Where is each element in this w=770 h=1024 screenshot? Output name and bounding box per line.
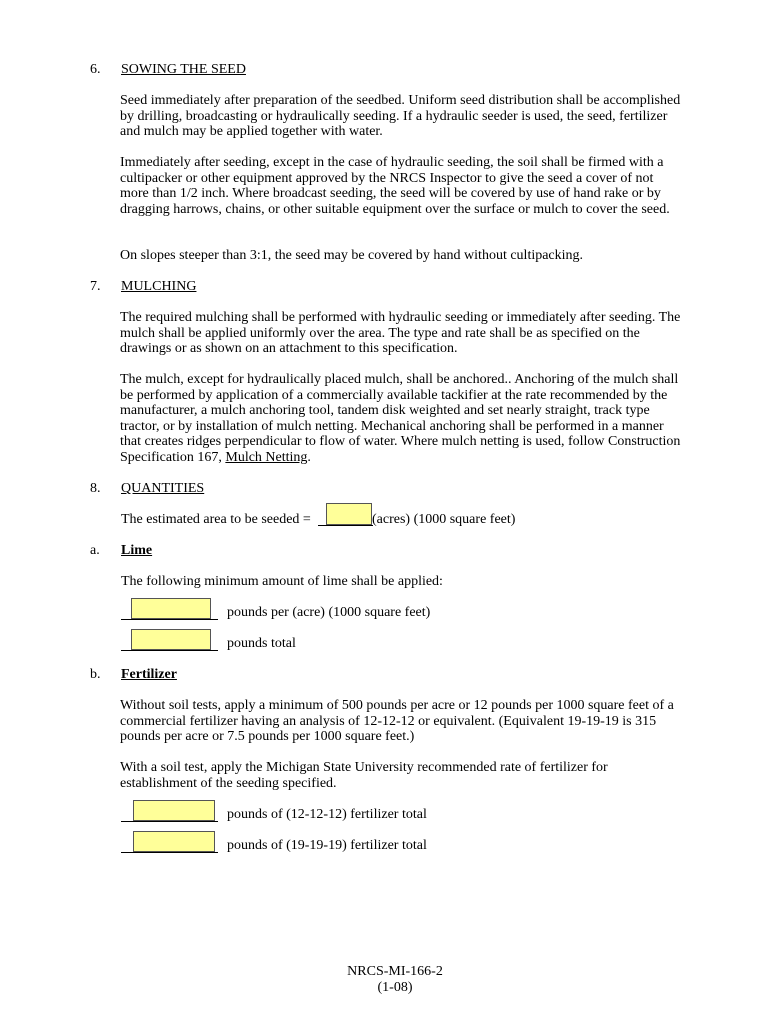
fertilizer-12-underline bbox=[121, 821, 218, 822]
section-6-number: 6. bbox=[90, 62, 101, 77]
footer-document-code: NRCS-MI-166-2 bbox=[347, 964, 443, 979]
section-8-heading: QUANTITIES bbox=[121, 481, 205, 496]
fertilizer-paragraph-2: With a soil test, apply the Michigan State University recommended rate of fertilizer for establishment of the seeding specified. bbox=[120, 760, 608, 791]
fertilizer-19-underline bbox=[121, 852, 218, 853]
fertilizer-paragraph-1: Without soil tests, apply a minimum of 500 pounds per acre or 12 pounds per 1000 square feet of a commercial fertilizer having an analysis of 12-12-12 or equivalent. (Equivalent 19-19-19 is 315 pounds per acre or 7.5 pounds per 1000 square feet.) bbox=[120, 698, 674, 744]
section-7-paragraph-2-text: The mulch, except for hydraulically placed mulch, shall be anchored.. Anchoring of the mulch shall be performed by application of a commercially available tackifier at the rate recommended by the manufacturer, a mulch anchoring tool, tandem disk weighted and set nearly straight, track type tractor, or by installation of mulch netting. Mechanical anchoring shall be performed in a manner that creates ridges perpendicular to flow of water. Where mulch netting is used, follow Construction Specification 167, bbox=[120, 372, 681, 465]
fertilizer-12-12-12-label: pounds of (12-12-12) fertilizer total bbox=[227, 807, 427, 822]
section-7-paragraph-2 bbox=[120, 372, 685, 465]
section-6-paragraph-1: Seed immediately after preparation of the seedbed. Uniform seed distribution shall be accomplished by drilling, broadcasting or hydraulically seeding. If a hydraulic seeder is used, the seed, fertilizer and mulch may be applied together with water. bbox=[120, 93, 681, 139]
area-underline bbox=[318, 525, 373, 526]
section-a-number: a. bbox=[90, 543, 100, 558]
lime-rate-underline bbox=[121, 619, 218, 620]
fertilizer-heading: Fertilizer bbox=[121, 667, 177, 682]
section-6-paragraph-3: On slopes steeper than 3:1, the seed may be covered by hand without cultipacking. bbox=[120, 248, 584, 263]
fertilizer-19-19-19-label: pounds of (19-19-19) fertilizer total bbox=[227, 838, 427, 853]
section-b-number: b. bbox=[90, 667, 101, 682]
mulch-netting-reference: Mulch Netting bbox=[225, 449, 308, 465]
area-label: The estimated area to be seeded = bbox=[121, 512, 311, 527]
lime-rate-label: pounds per (acre) (1000 square feet) bbox=[227, 605, 431, 620]
section-8-number: 8. bbox=[90, 481, 101, 496]
section-7-paragraph-1: The required mulching shall be performed with hydraulic seeding or immediately after seeding. The mulch shall be applied uniformly over the area. The type and rate shall be as specified on the drawings or as shown on an attachment to this specification. bbox=[120, 310, 681, 356]
lime-total-underline bbox=[121, 650, 218, 651]
section-7-heading: MULCHING bbox=[121, 279, 197, 294]
lime-heading: Lime bbox=[121, 543, 153, 558]
lime-rate-input[interactable] bbox=[131, 598, 211, 619]
lime-intro: The following minimum amount of lime shall be applied: bbox=[121, 574, 443, 589]
lime-total-input[interactable] bbox=[131, 629, 211, 650]
section-7-number: 7. bbox=[90, 279, 101, 294]
fertilizer-12-12-12-input[interactable] bbox=[133, 800, 215, 821]
area-input[interactable] bbox=[326, 503, 372, 525]
lime-total-label: pounds total bbox=[227, 636, 296, 651]
footer-date: (1-08) bbox=[377, 980, 413, 995]
fertilizer-19-19-19-input[interactable] bbox=[133, 831, 215, 852]
section-7-paragraph-2-end: . bbox=[307, 449, 311, 465]
section-6-heading: SOWING THE SEED bbox=[121, 62, 246, 77]
section-6-paragraph-2: Immediately after seeding, except in the case of hydraulic seeding, the soil shall be firmed with a cultipacker or other equipment approved by the NRCS Inspector to give the seed a cover of not more than 1/2 inch. Where broadcast seeding, the seed will be covered by use of hand rake or by dragging harrows, chains, or other suitable equipment over the surface or mulch to cover the seed. bbox=[120, 155, 670, 217]
area-units: (acres) (1000 square feet) bbox=[372, 512, 516, 527]
